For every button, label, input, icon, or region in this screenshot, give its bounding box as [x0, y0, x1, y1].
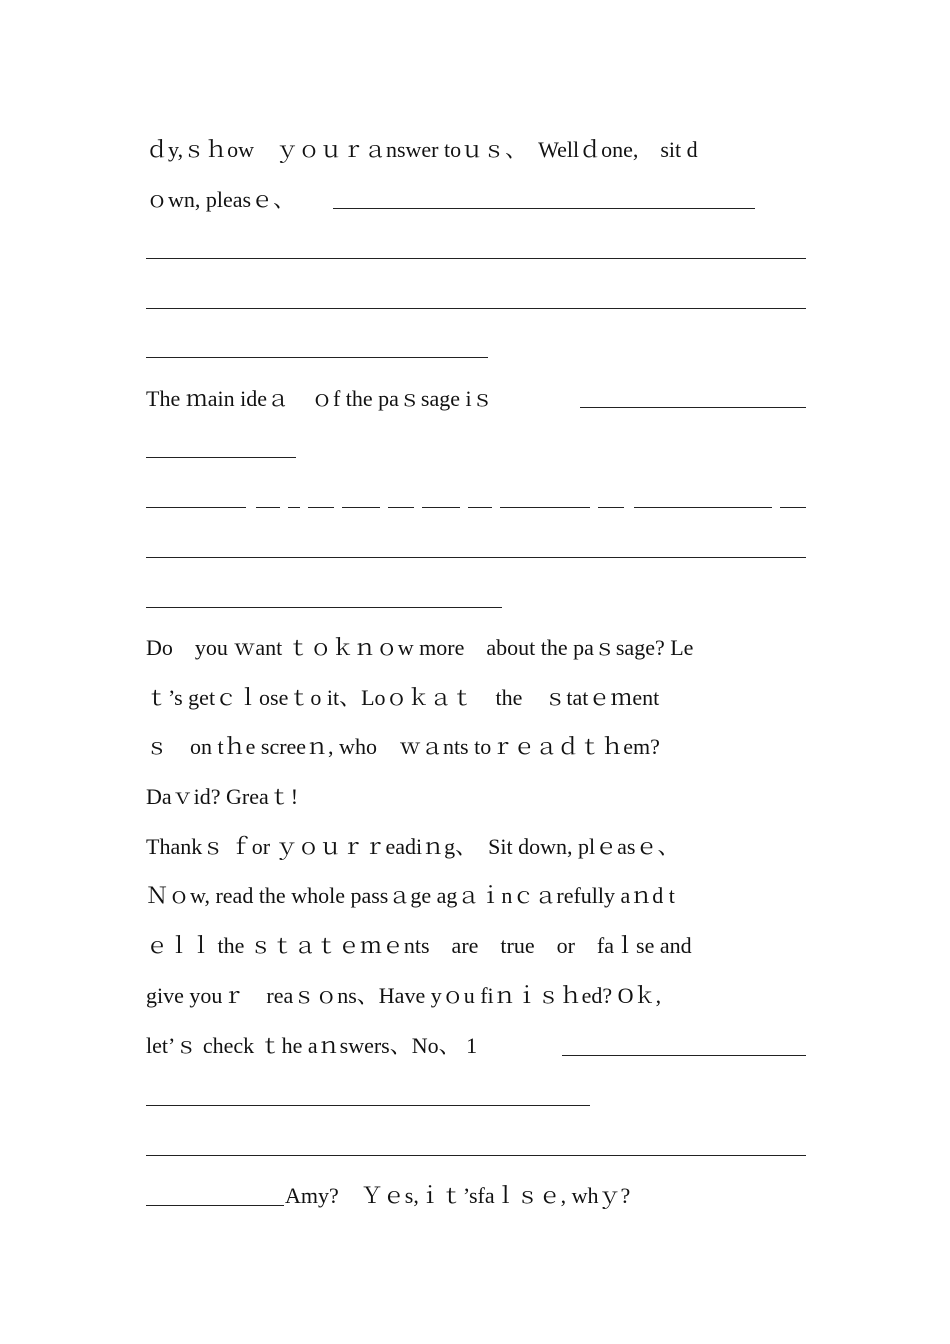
text-line: ｅｌｌ the ｓｔａｔｅｍｅnts are true or faｌse and — [146, 933, 692, 958]
answer-blank — [500, 507, 590, 508]
answer-blank — [146, 607, 502, 608]
answer-blank — [598, 507, 624, 508]
answer-blank — [422, 507, 460, 508]
answer-blank — [146, 308, 806, 309]
text-line: ｓ on tｈe screeｎ, who ｗａnts toｒｅａｄｔｈem? — [146, 734, 660, 759]
answer-blank — [146, 557, 806, 558]
answer-blank — [634, 507, 772, 508]
answer-blank — [468, 507, 492, 508]
text-line: give youｒ reaｓｏns、Have yｏu fiｎｉｓｈed? Oｋ, — [146, 983, 662, 1008]
answer-blank — [146, 507, 246, 508]
answer-blank — [146, 258, 806, 259]
text-line: Do you ｗant ｔｏｋｎｏw more about the paｓsage? Le — [146, 635, 694, 660]
answer-blank — [146, 1205, 284, 1206]
text-line: ｔ’s getｃｌoseｔo it、Loｏｋａｔ the ｓtatｅｍent — [146, 685, 660, 710]
text-line: Daｖid? Greaｔ! — [146, 784, 299, 809]
answer-blank — [580, 407, 806, 408]
answer-blank — [780, 507, 806, 508]
answer-blank — [342, 507, 380, 508]
text-line: Ｎｏw, read the whole passａge agａｉnｃａrefully aｎd t — [146, 883, 675, 908]
answer-blank — [146, 457, 296, 458]
answer-blank — [256, 507, 280, 508]
answer-blank — [146, 1105, 590, 1106]
text-line: ｏwn, pleasｅ、 — [146, 187, 296, 212]
text-line: let’ｓ check ｔhe aｎswers、No、 1 — [146, 1033, 478, 1058]
answer-blank — [388, 507, 414, 508]
answer-blank — [288, 507, 300, 508]
answer-blank — [146, 357, 488, 358]
text-line: Thankｓ ｆor ｙｏｕｒｒeadiｎg、 Sit down, plｅasｅ、 — [146, 834, 680, 859]
text-line: Amy? Ｙｅs,ｉｔ’sfaｌｓｅ, whｙ? — [285, 1183, 631, 1208]
text-line: The ｍain ideａ ｏf the paｓsage iｓ — [146, 386, 494, 411]
answer-blank — [308, 507, 334, 508]
answer-blank — [146, 1155, 806, 1156]
answer-blank — [333, 208, 755, 209]
answer-blank — [562, 1055, 806, 1056]
text-line: ｄy,ｓｈow ｙｏｕｒａnswer toｕｓ、 Wellｄone, sit d — [146, 137, 698, 162]
